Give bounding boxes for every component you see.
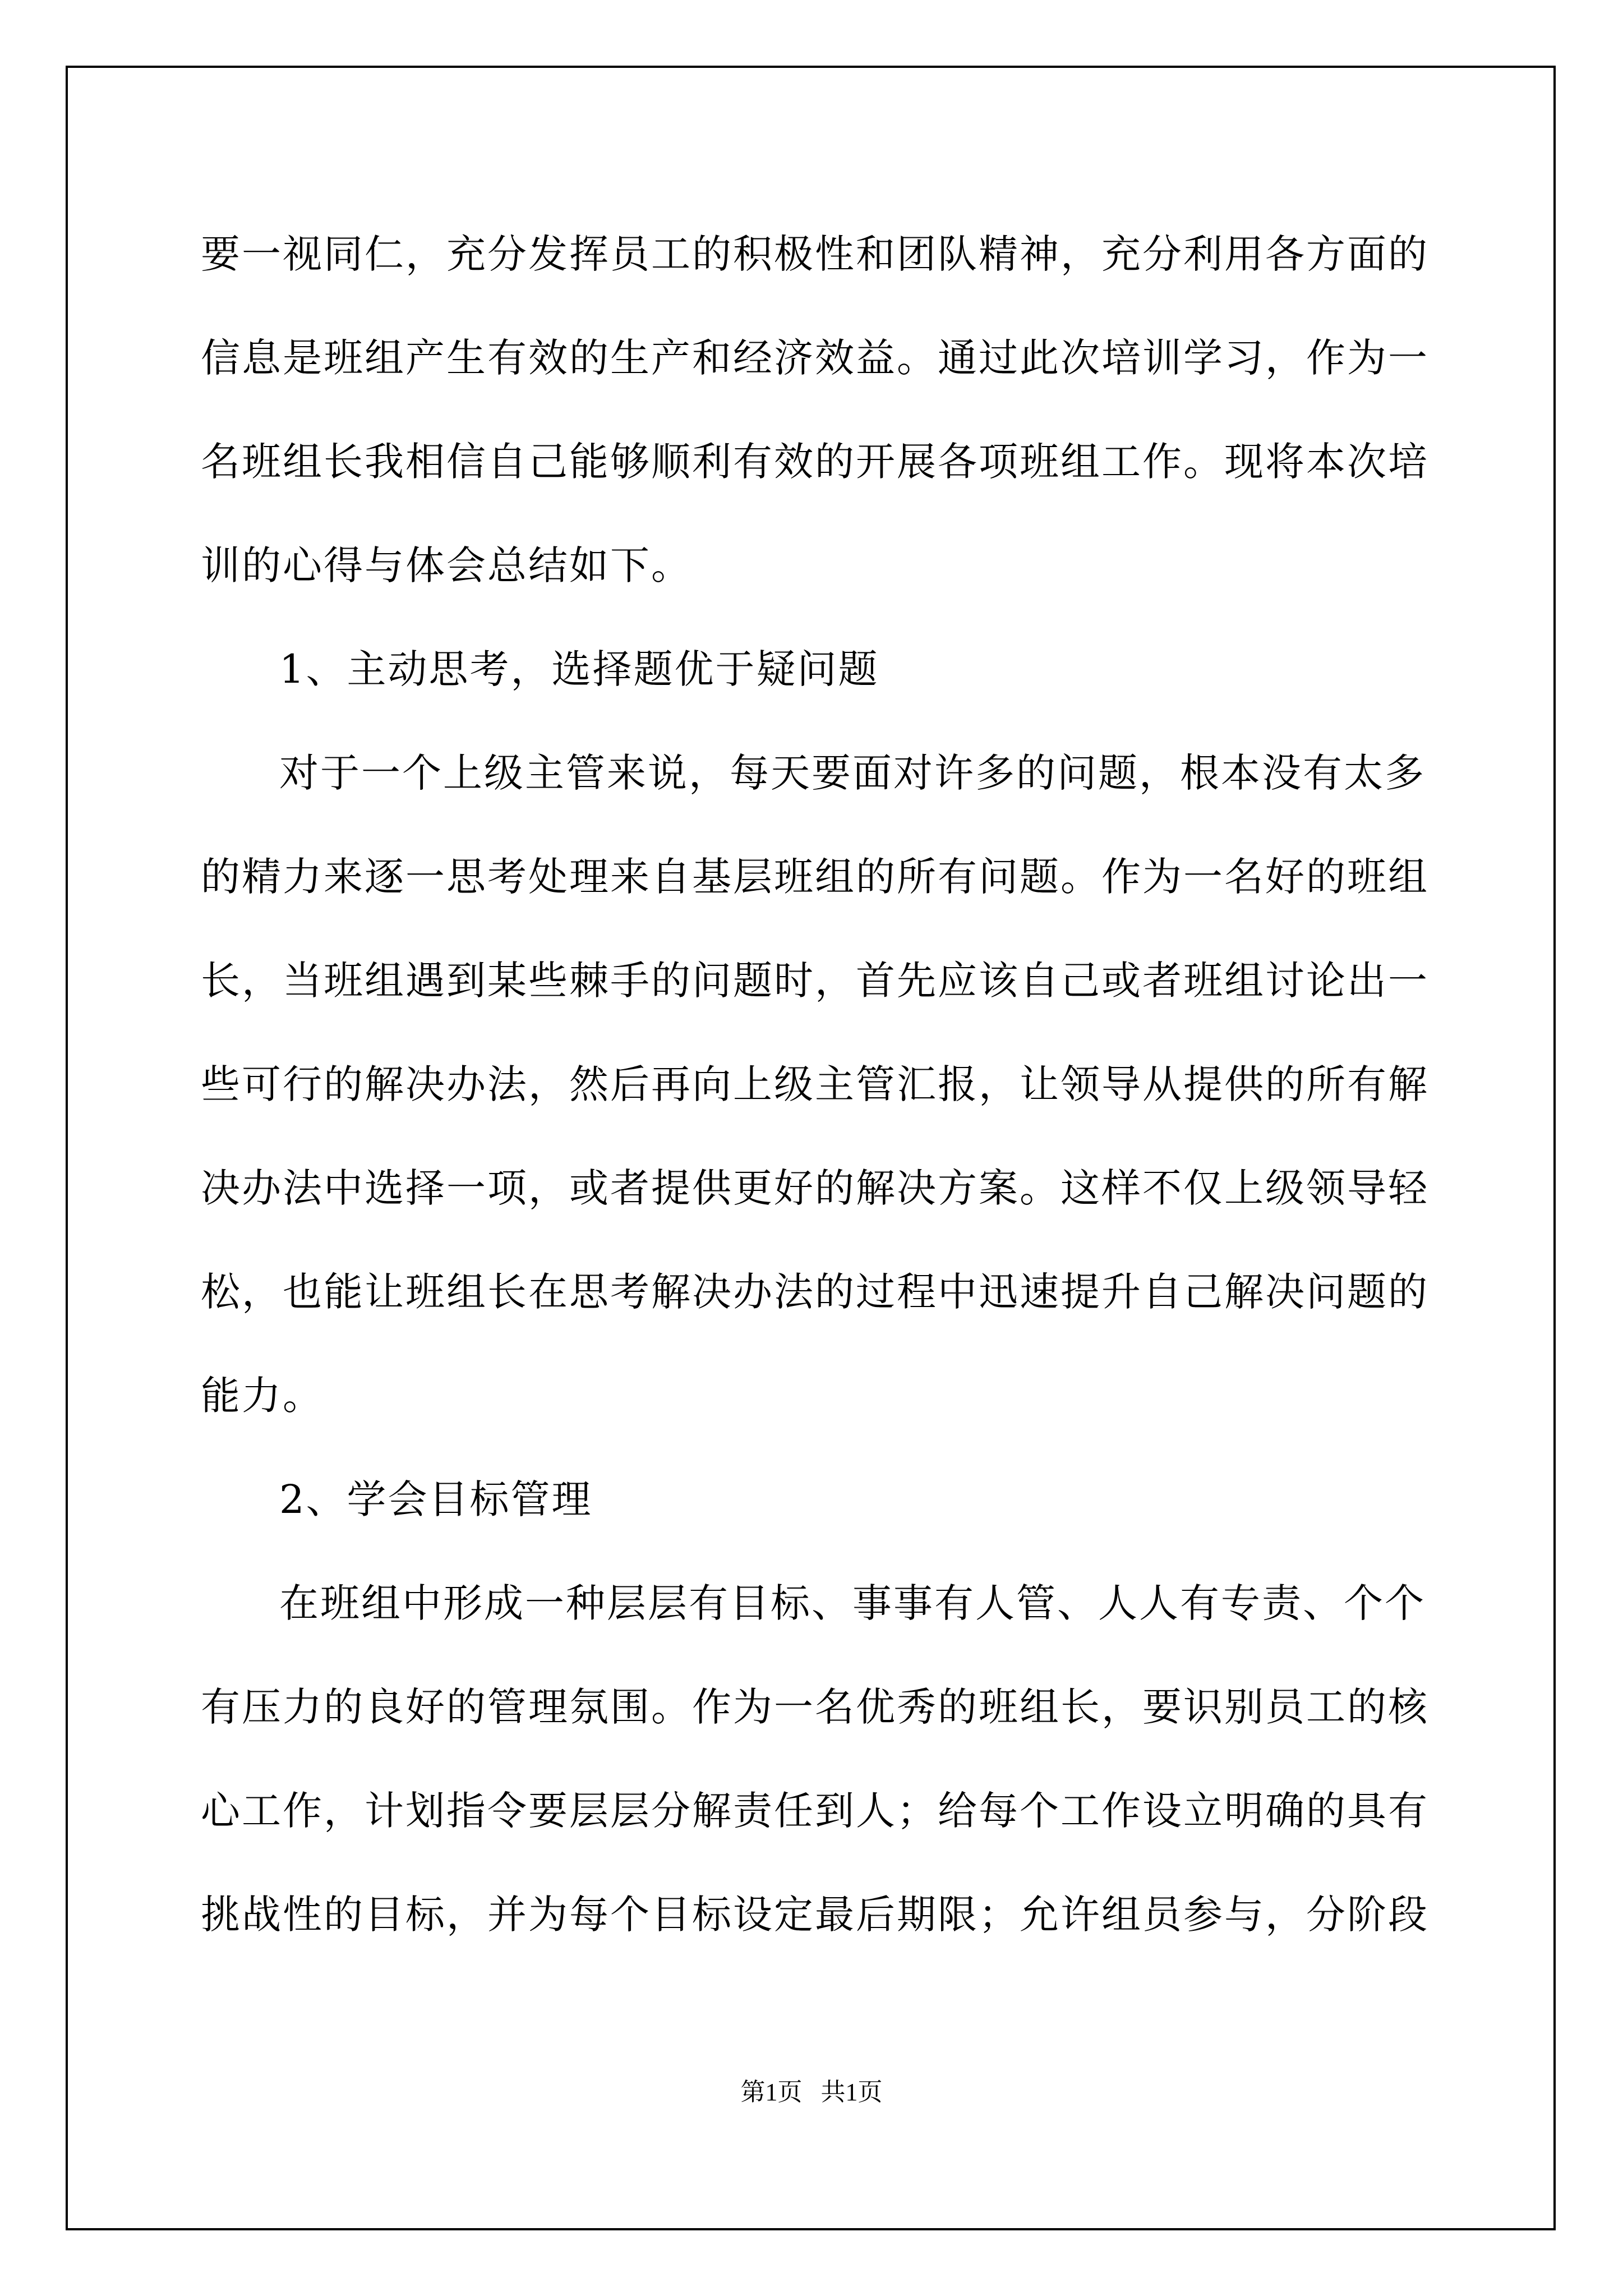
paragraph-line: 松，也能让班组长在思考解决办法的过程中迅速提升自己解决问题的 [201, 1269, 1429, 1315]
section-heading: 1、主动思考，选择题优于疑问题 [279, 646, 879, 692]
paragraph-line: 要一视同仁，充分发挥员工的积极性和团队精神，充分利用各方面的 [201, 231, 1429, 277]
section-heading: 2、学会目标管理 [279, 1476, 593, 1522]
paragraph-line: 些可行的解决办法，然后再向上级主管汇报，让领导从提供的所有解 [201, 1061, 1429, 1107]
page-total: 共1页 [820, 2078, 883, 2106]
paragraph-line: 信息是班组产生有效的生产和经济效益。通过此次培训学习，作为一 [201, 335, 1429, 381]
page-footer [0, 2076, 1623, 2109]
paragraph-line: 心工作，计划指令要层层分解责任到人；给每个工作设立明确的具有 [201, 1788, 1429, 1834]
paragraph-line: 对于一个上级主管来说，每天要面对许多的问题，根本没有太多 [279, 750, 1426, 796]
page-number: 第1页 [740, 2078, 803, 2106]
paragraph-line: 能力。 [201, 1373, 324, 1419]
paragraph-line: 的精力来逐一思考处理来自基层班组的所有问题。作为一名好的班组 [201, 854, 1429, 900]
paragraph-line: 长，当班组遇到某些棘手的问题时，首先应该自己或者班组讨论出一 [201, 958, 1429, 1004]
paragraph-line: 决办法中选择一项，或者提供更好的解决方案。这样不仅上级领导轻 [201, 1165, 1429, 1211]
paragraph-line: 在班组中形成一种层层有目标、事事有人管、人人有专责、个个 [279, 1580, 1426, 1626]
paragraph-line: 名班组长我相信自己能够顺利有效的开展各项班组工作。现将本次培 [201, 439, 1429, 485]
paragraph-line: 挑战性的目标，并为每个目标设定最后期限；允许组员参与，分阶段 [201, 1892, 1429, 1938]
paragraph-line: 训的心得与体会总结如下。 [201, 542, 692, 588]
paragraph-line: 有压力的良好的管理氛围。作为一名优秀的班组长，要识别员工的核 [201, 1684, 1429, 1730]
